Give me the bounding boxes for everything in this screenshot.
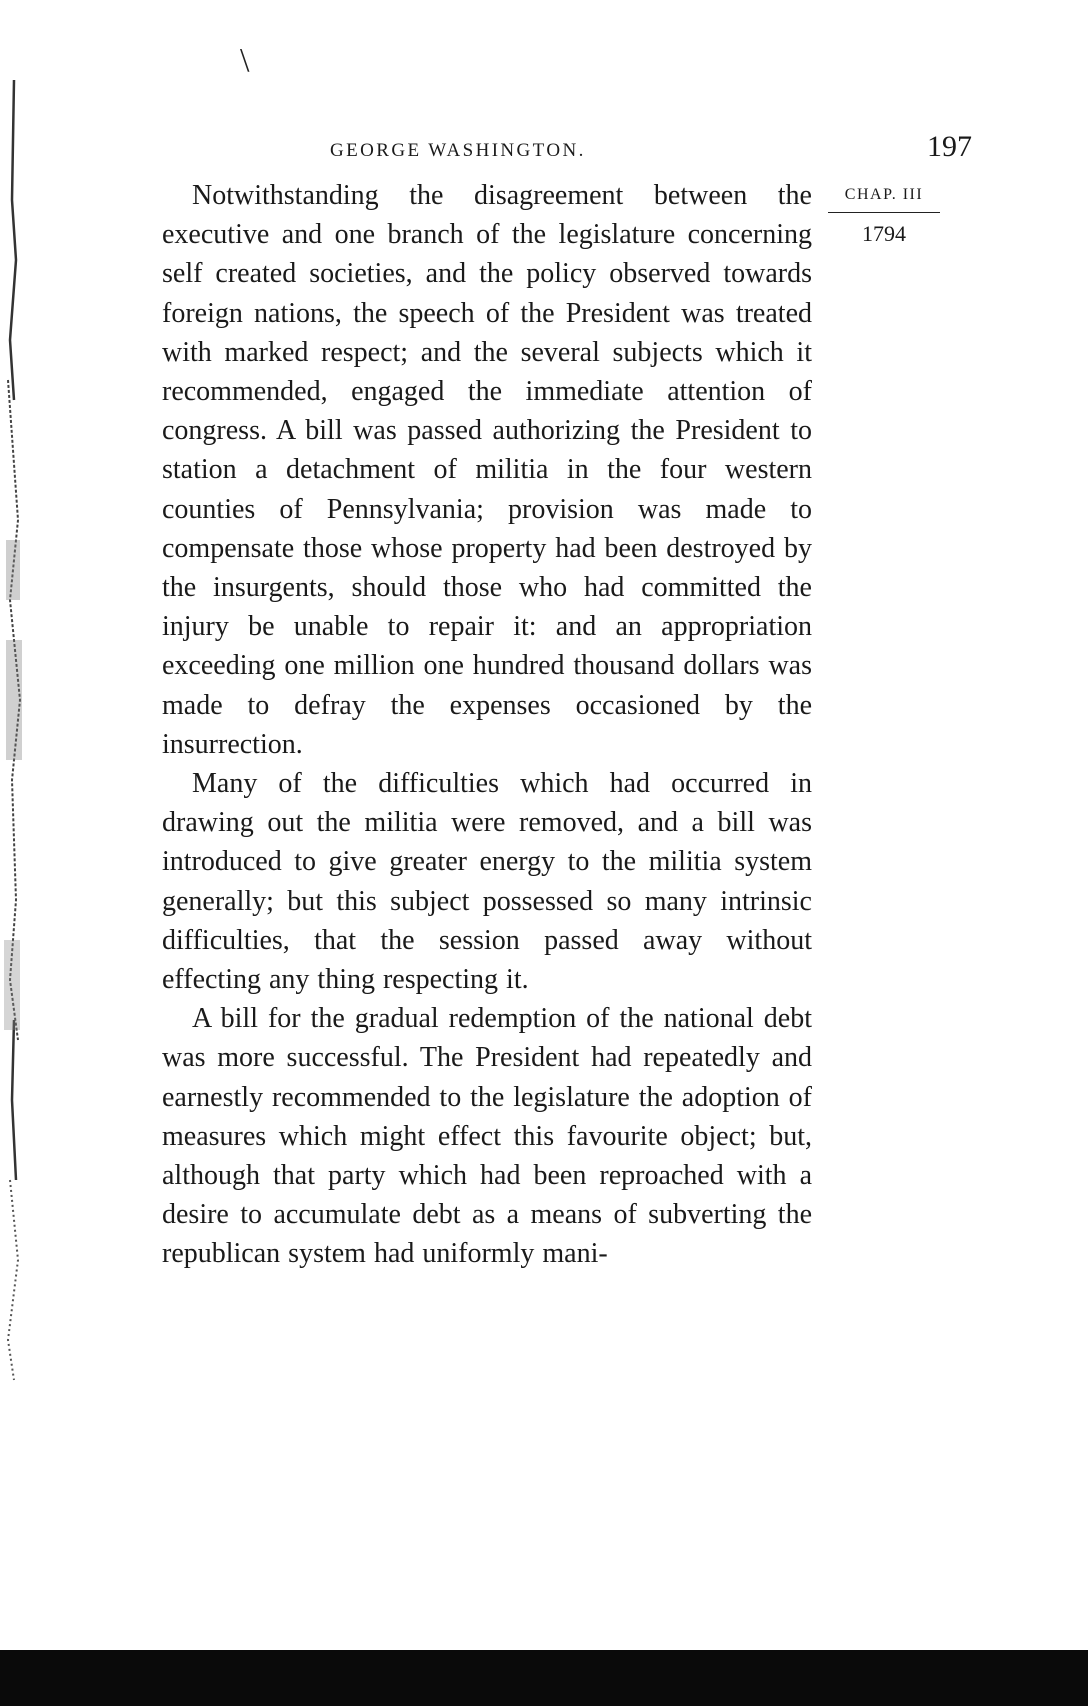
paragraph-2: Many of the difficulties which had occurred in drawing out the militia were removed, and a bill was introduced to give greater energy to the militia system generally; but this subject possessed so many intrinsic difficulties, that the session passed away without effecting any thing respecting it. [162,768,812,996]
chapter-label: CHAP. III [828,186,940,213]
running-title: GEORGE WASHINGTON. [330,140,586,161]
body-text [162,176,812,1274]
running-head [160,130,972,176]
scan-edge-bar [0,1650,1088,1706]
page-number: 197 [927,130,972,163]
year-label: 1794 [862,221,906,246]
margin-note [828,186,940,247]
paragraph-1: Notwithstanding the disagreement between the executive and one branch of the legislature concerning self created societies, and the policy observed towards foreign nations, the speech of the President was treated with marked respect; and the several subjects which it recommended, engaged the immediate attention of congress. A bill was passed authorizing the President to station a detachment of militia in the four western counties of Pennsylvania; provision was made to compensate those whose property had been destroyed by the insurgents, should those who had committed the injury be unable to repair it: and an appropriation exceeding one million one hundred thousand dollars was made to defray the expenses occasioned by the insurrection. [162,180,812,760]
paragraph-3: A bill for the gradual redemption of the national debt was more successful. The President had repeatedly and earnestly recommended to the legislature the adoption of measures which might effect this favourite object; but, although that party which had been reproached with a desire to accumulate debt as a means of subverting the republican system had uniformly mani- [162,1003,812,1270]
stray-tick-mark: \ [240,42,250,79]
binding-edge-artifact [0,80,36,1460]
